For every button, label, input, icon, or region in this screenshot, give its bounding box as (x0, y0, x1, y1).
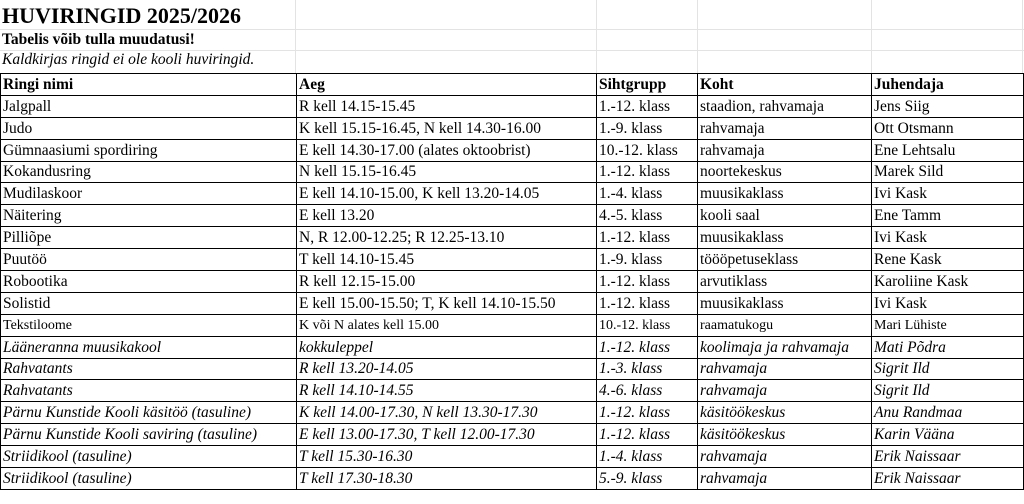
header-teacher[interactable]: Juhendaja (872, 74, 1024, 96)
cell-teacher[interactable]: Ivi Kask (872, 183, 1024, 205)
cell-teacher[interactable]: Rene Kask (872, 249, 1024, 271)
cell-time[interactable]: E kell 14.10-15.00, K kell 13.20-14.05 (297, 183, 597, 205)
cell-teacher[interactable]: Mati Põdra (872, 336, 1024, 358)
cell-time[interactable]: R kell 12.15-15.00 (297, 271, 597, 293)
cell-time[interactable]: E kell 13.00-17.30, T kell 12.00-17.30 (297, 424, 597, 446)
cell-name[interactable]: Robootika (1, 271, 297, 293)
header-time[interactable]: Aeg (297, 74, 597, 96)
cell-name[interactable]: Mudilaskoor (1, 183, 297, 205)
cell-group[interactable]: 1.-9. klass (597, 117, 698, 139)
cell-time[interactable]: E kell 14.30-17.00 (alates oktoobrist) (297, 139, 597, 161)
table-row (1, 249, 1024, 271)
cell-name[interactable]: Gümnaasiumi spordiring (1, 139, 297, 161)
cell-name[interactable]: Kokandusring (1, 161, 297, 183)
cell-place[interactable]: muusikaklass (698, 227, 872, 249)
table-row (1, 314, 1024, 336)
cell-name[interactable]: Judo (1, 117, 297, 139)
cell-teacher[interactable]: Ivi Kask (872, 227, 1024, 249)
cell-teacher[interactable]: Marek Sild (872, 161, 1024, 183)
page-title: HUVIRINGID 2025/2026 (2, 3, 241, 28)
gridline (871, 0, 872, 74)
cell-teacher[interactable]: Erik Naissaar (872, 468, 1024, 490)
table-row (1, 292, 1024, 314)
cell-name[interactable]: Rahvatants (1, 380, 297, 402)
cell-teacher[interactable]: Sigrit Ild (872, 358, 1024, 380)
table-row (1, 139, 1024, 161)
cell-name[interactable]: Näitering (1, 205, 297, 227)
cell-teacher[interactable]: Jens Siig (872, 95, 1024, 117)
cell-time[interactable]: R kell 13.20-14.05 (297, 358, 597, 380)
cell-teacher[interactable]: Ene Lehtsalu (872, 139, 1024, 161)
cell-place[interactable]: muusikaklass (698, 292, 872, 314)
cell-group[interactable]: 1.-12. klass (597, 336, 698, 358)
table-row (1, 380, 1024, 402)
cell-place[interactable]: arvutiklass (698, 271, 872, 293)
cell-group[interactable]: 4.-5. klass (597, 205, 698, 227)
cell-group[interactable]: 1.-9. klass (597, 249, 698, 271)
cell-name[interactable]: Puutöö (1, 249, 297, 271)
cell-name[interactable]: Pärnu Kunstide Kooli käsitöö (tasuline) (1, 402, 297, 424)
table-row (1, 446, 1024, 468)
cell-name[interactable]: Jalgpall (1, 95, 297, 117)
activities-table (0, 73, 1024, 490)
table-row (1, 336, 1024, 358)
header-place[interactable]: Koht (698, 74, 872, 96)
cell-group[interactable]: 4.-6. klass (597, 380, 698, 402)
cell-place[interactable]: rahvamaja (698, 139, 872, 161)
cell-teacher[interactable]: Sigrit Ild (872, 380, 1024, 402)
cell-time[interactable]: R kell 14.10-14.55 (297, 380, 597, 402)
table-row (1, 424, 1024, 446)
cell-teacher[interactable]: Ene Tamm (872, 205, 1024, 227)
cell-place[interactable]: käsitöökeskus (698, 402, 872, 424)
cell-place[interactable]: rahvamaja (698, 117, 872, 139)
table-row (1, 161, 1024, 183)
table-row (1, 468, 1024, 490)
italic-note: Kaldkirjas ringid ei ole kooli huviringid. (2, 51, 255, 68)
cell-place[interactable]: käsitöökeskus (698, 424, 872, 446)
table-row (1, 271, 1024, 293)
cell-name[interactable]: Läänerannа muusikakool (1, 336, 297, 358)
cell-place[interactable]: raamatukogu (698, 314, 872, 336)
cell-name[interactable]: Striidikool (tasuline) (1, 468, 297, 490)
cell-group[interactable]: 1.-12. klass (597, 424, 698, 446)
cell-group[interactable]: 1.-4. klass (597, 183, 698, 205)
cell-place[interactable]: töööpetuseklass (698, 249, 872, 271)
cell-time[interactable]: T kell 17.30-18.30 (297, 468, 597, 490)
cell-time[interactable]: N, R 12.00-12.25; R 12.25-13.10 (297, 227, 597, 249)
cell-name[interactable]: Pilliõpe (1, 227, 297, 249)
cell-group[interactable]: 1.-3. klass (597, 358, 698, 380)
cell-name[interactable]: Tekstiloome (1, 314, 297, 336)
cell-time[interactable]: E kell 15.00-15.50; T, K kell 14.10-15.50 (297, 292, 597, 314)
cell-group[interactable]: 1.-4. klass (597, 446, 698, 468)
table-row (1, 227, 1024, 249)
cell-time[interactable]: K kell 14.00-17.30, N kell 13.30-17.30 (297, 402, 597, 424)
gridline (697, 0, 698, 74)
table-row (1, 183, 1024, 205)
page-subtitle: Tabelis võib tulla muudatusi! (2, 31, 195, 48)
cell-name[interactable]: Striidikool (tasuline) (1, 446, 297, 468)
cell-time[interactable]: T kell 15.30-16.30 (297, 446, 597, 468)
cell-place[interactable]: muusikaklass (698, 183, 872, 205)
cell-place[interactable]: staadion, rahvamaja (698, 95, 872, 117)
cell-time[interactable]: K kell 15.15-16.45, N kell 14.30-16.00 (297, 117, 597, 139)
cell-time[interactable]: N kell 15.15-16.45 (297, 161, 597, 183)
cell-group[interactable]: 1.-12. klass (597, 271, 698, 293)
cell-teacher[interactable]: Ott Otsmann (872, 117, 1024, 139)
cell-place[interactable]: rahvamaja (698, 358, 872, 380)
header-name[interactable]: Ringi nimi (1, 74, 297, 96)
table-row (1, 402, 1024, 424)
cell-teacher[interactable]: Erik Naissaar (872, 446, 1024, 468)
gridline (596, 0, 597, 74)
cell-teacher[interactable]: Karin Vääna (872, 424, 1024, 446)
cell-place[interactable]: rahvamaja (698, 468, 872, 490)
cell-name[interactable]: Rahvatants (1, 358, 297, 380)
cell-teacher[interactable]: Mari Lühiste (872, 314, 1024, 336)
cell-place[interactable]: koolimaja ja rahvamaja (698, 336, 872, 358)
cell-group[interactable]: 5.-9. klass (597, 468, 698, 490)
gridline (1022, 0, 1023, 74)
gridline (295, 0, 296, 74)
cell-place[interactable]: rahvamaja (698, 446, 872, 468)
cell-group[interactable]: 10.-12. klass (597, 139, 698, 161)
cell-group[interactable]: 1.-12. klass (597, 402, 698, 424)
cell-group[interactable]: 1.-12. klass (597, 292, 698, 314)
cell-group[interactable]: 1.-12. klass (597, 95, 698, 117)
cell-group[interactable]: 10.-12. klass (597, 314, 698, 336)
table-row (1, 358, 1024, 380)
cell-time[interactable]: kokkuleppel (297, 336, 597, 358)
cell-place[interactable]: rahvamaja (698, 380, 872, 402)
table-header-row (1, 74, 1024, 96)
table-row (1, 205, 1024, 227)
cell-group[interactable]: 1.-12. klass (597, 161, 698, 183)
table-row (1, 117, 1024, 139)
cell-teacher[interactable]: Karoliine Kask (872, 271, 1024, 293)
cell-place[interactable]: kooli saal (698, 205, 872, 227)
cell-name[interactable]: Pärnu Kunstide Kooli saviring (tasuline) (1, 424, 297, 446)
table-row (1, 95, 1024, 117)
cell-group[interactable]: 1.-12. klass (597, 227, 698, 249)
gridline (0, 29, 1024, 30)
cell-place[interactable]: noortekeskus (698, 161, 872, 183)
cell-teacher[interactable]: Ivi Kask (872, 292, 1024, 314)
cell-time[interactable]: T kell 14.10-15.45 (297, 249, 597, 271)
cell-name[interactable]: Solistid (1, 292, 297, 314)
cell-teacher[interactable]: Anu Randmaa (872, 402, 1024, 424)
header-group[interactable]: Sihtgrupp (597, 74, 698, 96)
cell-time[interactable]: R kell 14.15-15.45 (297, 95, 597, 117)
cell-time[interactable]: K või N alates kell 15.00 (297, 314, 597, 336)
cell-time[interactable]: E kell 13.20 (297, 205, 597, 227)
